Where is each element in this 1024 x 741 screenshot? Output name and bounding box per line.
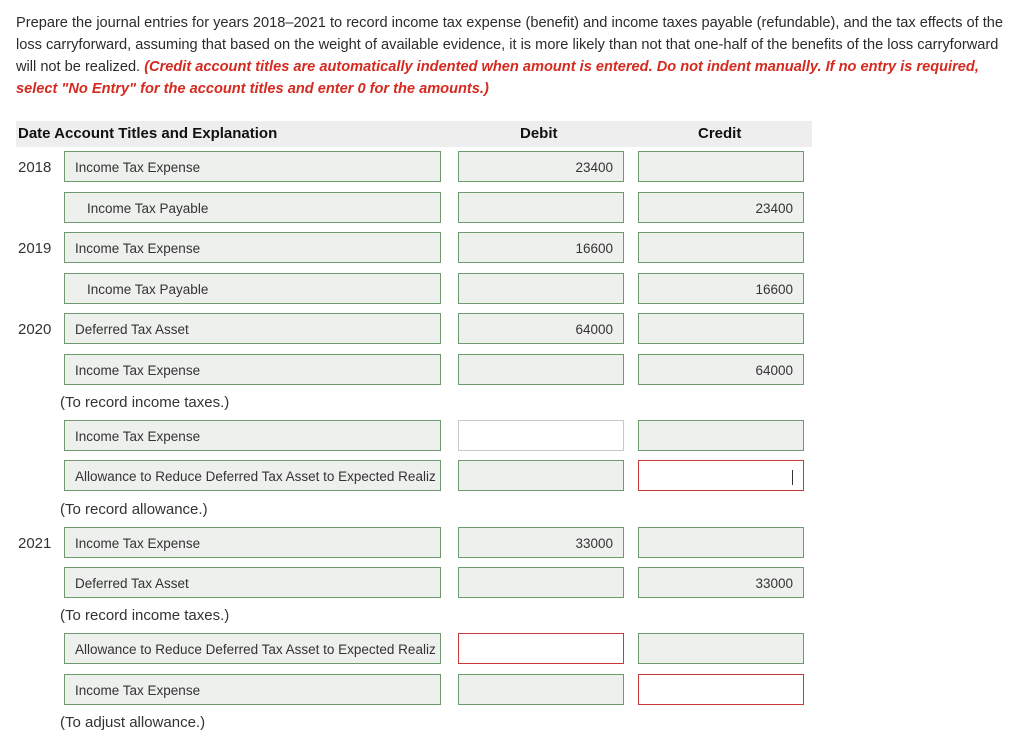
header-debit: Debit bbox=[520, 125, 558, 142]
credit-field[interactable] bbox=[638, 527, 804, 558]
journal-row bbox=[0, 527, 1024, 560]
credit-field[interactable] bbox=[638, 232, 804, 263]
instructions bbox=[16, 12, 1016, 100]
entry-year: 2018 bbox=[18, 159, 52, 176]
journal-row bbox=[0, 460, 1024, 493]
credit-field[interactable] bbox=[638, 633, 804, 664]
account-title-field[interactable]: Income Tax Expense bbox=[64, 232, 441, 263]
credit-field[interactable] bbox=[638, 420, 804, 451]
account-title-field[interactable]: Allowance to Reduce Deferred Tax Asset to Expected Realiz bbox=[64, 633, 441, 664]
entry-note: (To record income taxes.) bbox=[60, 394, 230, 411]
debit-field[interactable] bbox=[458, 460, 624, 491]
debit-field[interactable]: 16600 bbox=[458, 232, 624, 263]
account-title-field[interactable]: Income Tax Payable bbox=[64, 273, 441, 304]
debit-field[interactable]: 33000 bbox=[458, 527, 624, 558]
debit-field[interactable] bbox=[458, 273, 624, 304]
journal-row bbox=[0, 232, 1024, 265]
account-title-field[interactable]: Allowance to Reduce Deferred Tax Asset to Expected Realiz bbox=[64, 460, 441, 491]
credit-field[interactable] bbox=[638, 151, 804, 182]
account-title-field[interactable]: Deferred Tax Asset bbox=[64, 567, 441, 598]
debit-field[interactable] bbox=[458, 354, 624, 385]
debit-field[interactable]: 23400 bbox=[458, 151, 624, 182]
account-title-field[interactable]: Income Tax Expense bbox=[64, 674, 441, 705]
entry-note: (To adjust allowance.) bbox=[60, 714, 206, 731]
journal-row bbox=[0, 633, 1024, 666]
header-date-account: Date Account Titles and Explanation bbox=[18, 125, 278, 142]
account-title-field[interactable]: Income Tax Expense bbox=[64, 420, 441, 451]
debit-field[interactable] bbox=[458, 567, 624, 598]
credit-field[interactable] bbox=[638, 674, 804, 705]
debit-field[interactable] bbox=[458, 633, 624, 664]
account-title-field[interactable]: Deferred Tax Asset bbox=[64, 313, 441, 344]
account-title-field[interactable]: Income Tax Expense bbox=[64, 354, 441, 385]
debit-field[interactable] bbox=[458, 192, 624, 223]
entry-year: 2021 bbox=[18, 535, 52, 552]
entry-year: 2019 bbox=[18, 240, 52, 257]
journal-row bbox=[0, 567, 1024, 600]
account-title-field[interactable]: Income Tax Expense bbox=[64, 151, 441, 182]
journal-row bbox=[0, 354, 1024, 387]
entry-year: 2020 bbox=[18, 321, 52, 338]
credit-field-active[interactable] bbox=[638, 460, 804, 491]
credit-field[interactable]: 16600 bbox=[638, 273, 804, 304]
credit-field[interactable]: 64000 bbox=[638, 354, 804, 385]
entry-note: (To record allowance.) bbox=[60, 501, 208, 518]
text-cursor bbox=[792, 470, 793, 485]
journal-row bbox=[0, 192, 1024, 225]
journal-row bbox=[0, 273, 1024, 306]
table-header bbox=[16, 121, 812, 147]
instructions-main: Prepare the journal entries for years 2018–2021 to record income tax expense (benefit) and income taxes payable (refundable), and the tax effects of the loss carryforward, assuming that based on the weight of available evidence, it is more likely than not that one-half of the benefits of the loss carryforward will not be realized. bbox=[16, 15, 1004, 75]
credit-field[interactable]: 23400 bbox=[638, 192, 804, 223]
debit-field[interactable] bbox=[458, 674, 624, 705]
journal-row bbox=[0, 674, 1024, 707]
debit-field[interactable]: 64000 bbox=[458, 313, 624, 344]
journal-row bbox=[0, 151, 1024, 184]
credit-field[interactable] bbox=[638, 313, 804, 344]
account-title-field[interactable]: Income Tax Payable bbox=[64, 192, 441, 223]
entry-note: (To record income taxes.) bbox=[60, 607, 230, 624]
journal-row bbox=[0, 313, 1024, 346]
credit-field[interactable]: 33000 bbox=[638, 567, 804, 598]
instructions-note: (Credit account titles are automatically indented when amount is entered. Do not indent manually. If no entry is required, select "No Entry" for the account titles and enter 0 for the amounts.) bbox=[16, 59, 979, 97]
debit-field[interactable] bbox=[458, 420, 624, 451]
account-title-field[interactable]: Income Tax Expense bbox=[64, 527, 441, 558]
header-credit: Credit bbox=[698, 125, 742, 142]
journal-row bbox=[0, 420, 1024, 453]
